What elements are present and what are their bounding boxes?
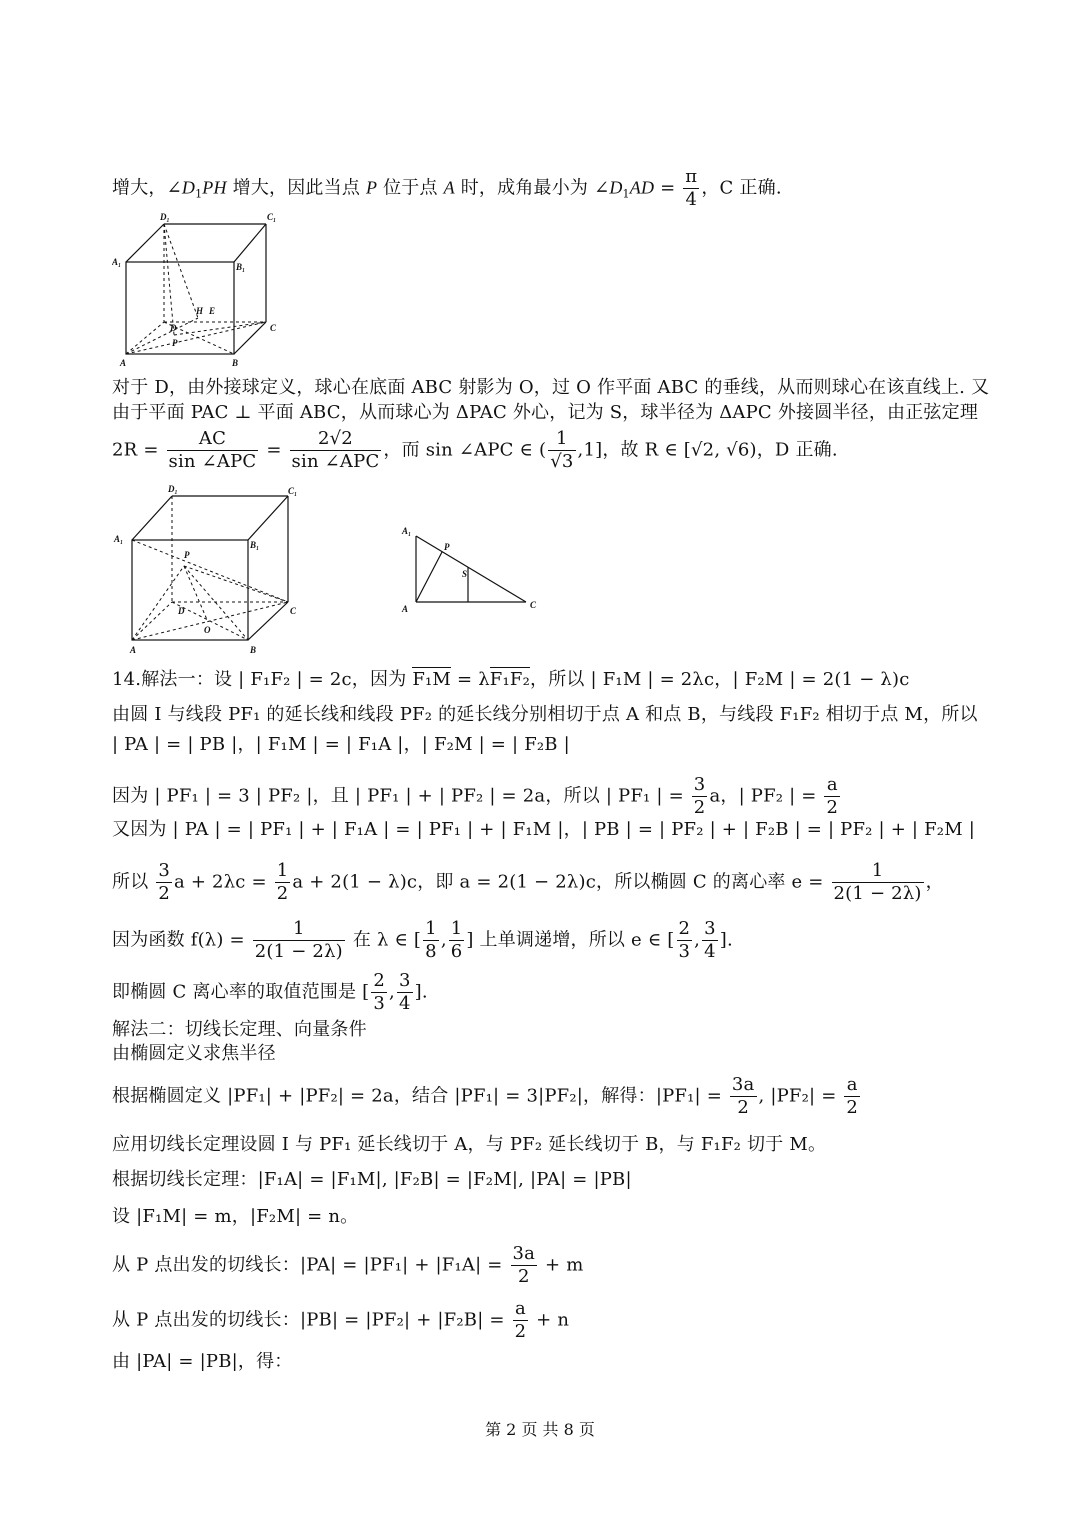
text-line-pa: 从 P 点出发的切线长：|PA| = |PF₁| + |F₁A| = $\frac{3a}{2}$ + m bbox=[112, 1243, 584, 1287]
label-B1: B₁ bbox=[236, 262, 246, 272]
text-line-14-5: 又因为 | PA | = | PF₁ | + | F₁A | = | PF₁ | + | F₁M |，| PB | = | PF₂ | + | F₂B | = | PF₂ | + | F₂M | bbox=[112, 819, 976, 840]
label-C1: C₁ bbox=[288, 486, 298, 496]
fraction: $\frac{a}{2}$ bbox=[826, 774, 839, 818]
label-C: C bbox=[530, 600, 537, 610]
text-line-1: 增大，$\angle D_1PH$ 增大，因此当点 P 位于点 A 时，成角最小为 $\angle D_1AD$ = $\frac{\pi}{4}$ ，C 正确. bbox=[112, 166, 782, 210]
text-line-14-6: 所以 $\frac{3}{2}$ a + 2λc = $\frac{1}{2}$ a + 2(1 − λ)c，即 a = 2(1 − 2λ)c，所以椭圆 C 的离心率 e = $\frac{1}{2(1 - 2\lambda)}$ ， bbox=[112, 860, 944, 904]
fraction: $\frac{a}{2}$ bbox=[846, 1074, 859, 1118]
fraction: $\frac{AC}{\text{sin ∠APC}}$ bbox=[168, 428, 257, 472]
label-C1: C₁ bbox=[267, 212, 277, 222]
triangle-figure bbox=[398, 522, 548, 617]
text-line-focal-radius: 由椭圆定义求焦半径 bbox=[112, 1043, 276, 1064]
label-S: S bbox=[462, 569, 468, 579]
fraction: $\frac{1}{2}$ bbox=[276, 860, 289, 904]
text-line-set-mn: 设 |F₁M| = m，|F₂M| = n。 bbox=[112, 1206, 359, 1227]
text-line-ellipse-def: 根据椭圆定义 |PF₁| + |PF₂| = 2a，结合 |PF₁| = 3|PF₂|，解得：|PF₁| = $\frac{3a}{2}$ , |PF₂| = $\frac{a}{2}$ bbox=[112, 1074, 859, 1118]
text-line-tangent-theorem: 根据切线长定理：|F₁A| = |F₁M|, |F₂B| = |F₂M|, |PA| = |PB| bbox=[112, 1169, 632, 1190]
label-D: D bbox=[178, 606, 185, 616]
text-line-14-8: 即椭圆 C 离心率的取值范围是 [ $\frac{2}{3}$ , $\frac{3}{4}$ ]. bbox=[112, 970, 428, 1014]
page-footer: 第 2 页 共 8 页 bbox=[485, 1420, 595, 1439]
label-A: A bbox=[402, 604, 409, 614]
label-D: D bbox=[170, 323, 177, 333]
fraction: $\frac{a}{2}$ bbox=[514, 1298, 527, 1342]
text-line-d1: 对于 D，由外接球定义，球心在底面 ABC 射影为 O，过 O 作平面 ABC 的垂线，从而则球心在该直线上. 又 bbox=[112, 377, 990, 398]
label-A: A bbox=[120, 358, 127, 368]
text-line-14-2: 由圆 I 与线段 PF₁ 的延长线和线段 PF₂ 的延长线分别相切于点 A 和点 B，与线段 F₁F₂ 相切于点 M，所以 bbox=[112, 704, 978, 725]
text-line-14-7: 因为函数 f(λ) = $\frac{1}{2(1 - 2\lambda)}$ 在 λ ∈ [ $\frac{1}{8}$ , $\frac{1}{6}$ ] 上单调递增，所以 e ∈ [ $\frac{2}{3}$ , $\frac{3}{4}$ ]. bbox=[112, 918, 733, 962]
text-line-d2: 由于平面 PAC ⊥ 平面 ABC，从而球心为 ΔPAC 外心，记为 S，球半径为 ΔAPC 外接圆半径，由正弦定理 bbox=[112, 402, 979, 423]
text-line-14-3: | PA | = | PB |，| F₁M | = | F₁A |，| F₂M | = | F₂B | bbox=[112, 734, 570, 755]
label-A1: A₁ bbox=[402, 526, 412, 536]
fraction: $\frac{3}{4}$ bbox=[704, 918, 716, 962]
label-A: A bbox=[130, 645, 137, 655]
fraction: $\frac{2√2}{\text{sin ∠APC}}$ bbox=[291, 428, 380, 472]
label-C: C bbox=[290, 606, 297, 616]
text-line-pa-eq-pb: 由 |PA| = |PB|，得： bbox=[112, 1351, 293, 1372]
label-B1: B₁ bbox=[250, 540, 260, 550]
label-P: P bbox=[184, 550, 190, 560]
fraction: $\frac{3}{2}$ bbox=[158, 860, 170, 904]
text-line-14-1: 14.解法一：设 | F₁F₂ | = 2c，因为 F₁M = λF₁F₂，所以 | F₁M | = 2λc，| F₂M | = 2(1 − λ)c bbox=[112, 669, 910, 690]
label-D1: D₁ bbox=[168, 484, 178, 494]
text-line-pb: 从 P 点出发的切线长：|PB| = |PF₂| + |F₂B| = $\frac{a}{2}$ + n bbox=[112, 1298, 570, 1342]
fraction: $\frac{3a}{2}$ bbox=[731, 1074, 755, 1118]
fraction: $\frac{2}{3}$ bbox=[373, 970, 386, 1014]
fraction: $\frac{1}{√3}$ bbox=[550, 428, 574, 472]
label-H: H bbox=[196, 306, 204, 316]
label-A1: A₁ bbox=[114, 534, 124, 544]
fraction: $\frac{1}{8}$ bbox=[425, 918, 437, 962]
cube-figure-1 bbox=[112, 210, 282, 370]
text-line-solution-2-title: 解法二：切线长定理、向量条件 bbox=[112, 1019, 367, 1040]
text-line-d3: 2R = $\frac{AC}{\text{sin ∠APC}}$ = $\frac{2√2}{\text{sin ∠APC}}$ ，而 sin ∠APC ∈ ( $\frac{1}{√3}$ ,1]，故 R ∈ [√2, √6)，D 正确. bbox=[112, 428, 838, 472]
label-B: B bbox=[250, 645, 257, 655]
fraction: $\frac{3a}{2}$ bbox=[512, 1243, 536, 1287]
label-A1: A₁ bbox=[112, 257, 122, 267]
fraction: $\frac{1}{2(1 - 2\lambda)}$ bbox=[833, 860, 922, 904]
text-line-tangent-setup: 应用切线长定理设圆 I 与 PF₁ 延长线切于 A，与 PF₂ 延长线切于 B，与 F₁F₂ 切于 M。 bbox=[112, 1134, 827, 1155]
fraction: $\frac{1}{2(1 - 2\lambda)}$ bbox=[254, 918, 343, 962]
label-P: P bbox=[444, 542, 450, 552]
fraction: $\frac{3}{2}$ bbox=[693, 774, 706, 818]
label-D1: D₁ bbox=[160, 212, 170, 222]
label-O: O bbox=[204, 625, 211, 635]
fraction: $\frac{1}{6}$ bbox=[450, 918, 463, 962]
label-C: C bbox=[270, 323, 277, 333]
label-E: E bbox=[209, 306, 216, 316]
text-line-14-4: 因为 | PF₁ | = 3 | PF₂ |，且 | PF₁ | + | PF₂ | = 2a，所以 | PF₁ | = $\frac{3}{2}$ a，| PF₂ | = $\frac{a}{2}$ bbox=[112, 774, 839, 818]
label-B: B bbox=[232, 358, 239, 368]
cube-figure-2 bbox=[112, 482, 312, 657]
label-P: P bbox=[172, 338, 178, 348]
fraction: $\frac{\pi}{4}$ bbox=[685, 166, 698, 210]
fraction: $\frac{2}{3}$ bbox=[678, 918, 691, 962]
fraction: $\frac{3}{4}$ bbox=[398, 970, 411, 1014]
